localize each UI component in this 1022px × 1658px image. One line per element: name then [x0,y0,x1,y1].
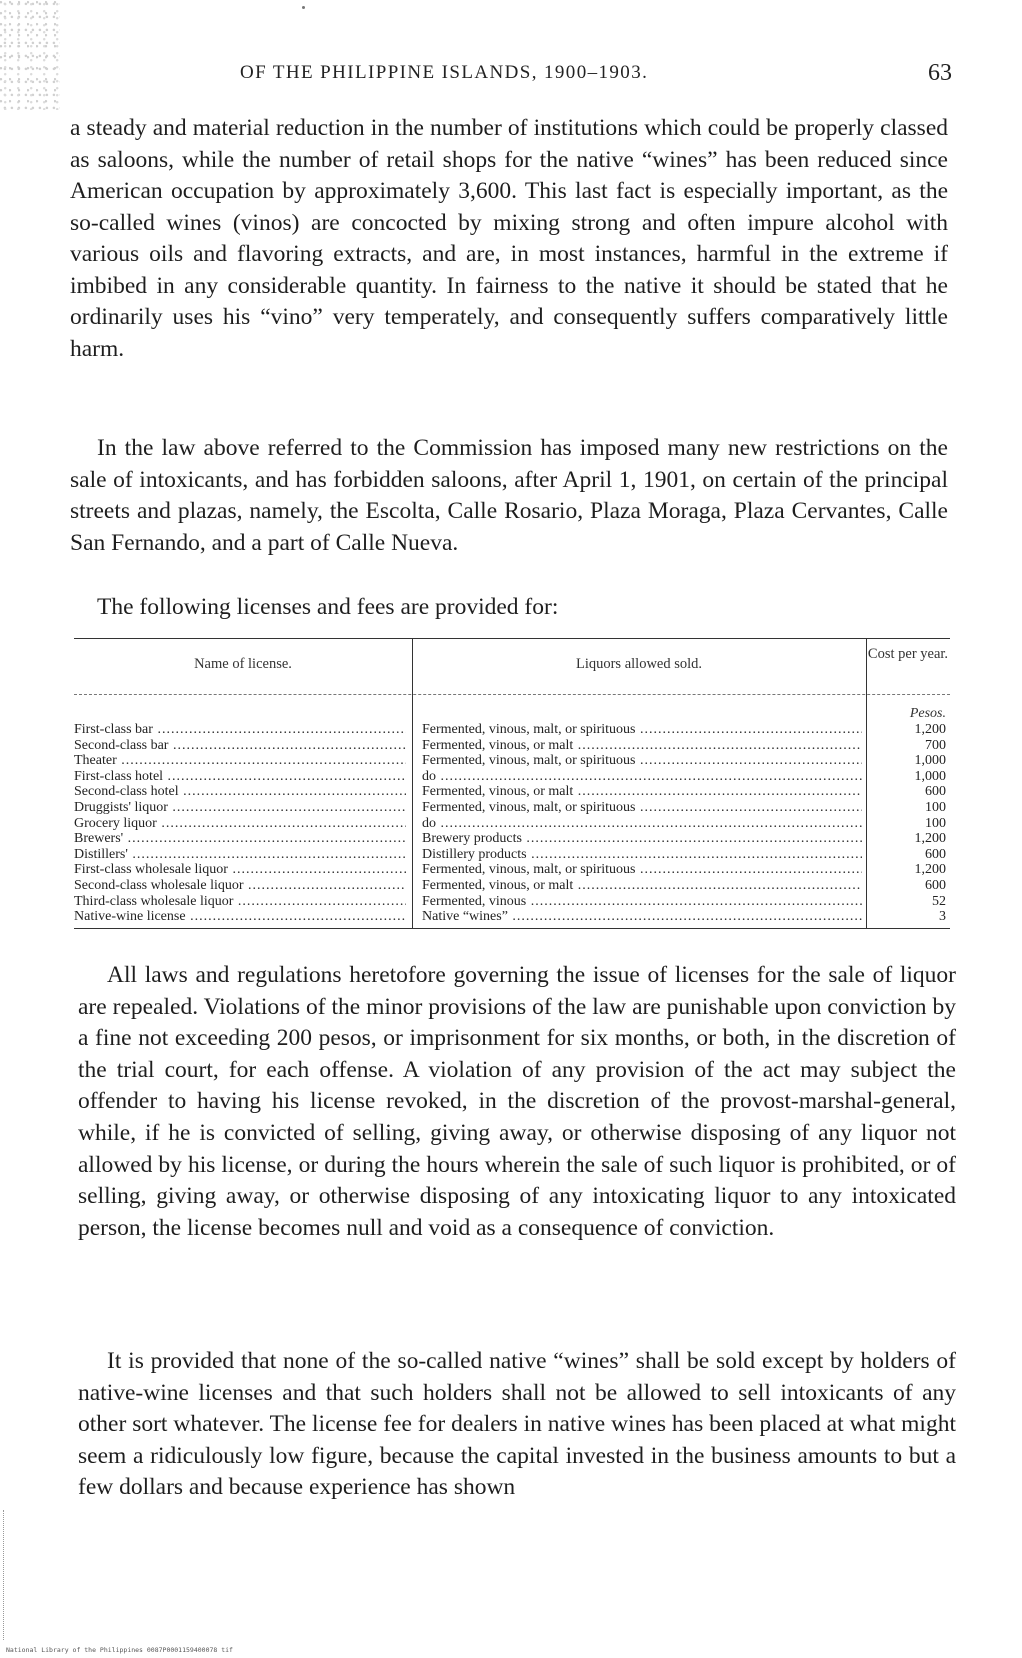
license-name-cell: Grocery liquor ..... [74,816,406,832]
license-cost-cell: 700 [925,737,946,753]
table-row [74,769,950,785]
liquors-allowed-cell: Fermented, vinous, malt, or spirituous ..... [422,722,862,738]
paragraph-native-wines: It is provided that none of the so-called native “wines” shall be sold except by holders of native-wine licenses and that such holders shall not be allowed to sell intoxicants of any other sort whatever. The license fee for dealers in native wines has been placed at what might seem a ridiculously low figure, because the capital invested in the business amounts to but a few dollars and because experience has shown [78,1348,956,1501]
license-name-cell: First-class wholesale liquor ..... [74,862,406,878]
paragraph-licenses-intro: The following licenses and fees are provided for: [97,594,559,620]
liquors-allowed-cell: Brewery products ..... [422,831,862,847]
license-cost-cell: 100 [925,815,946,831]
license-name-cell: Second-class bar ..... [74,738,406,754]
license-cost-cell: 52 [932,893,946,909]
scan-speckle [0,0,60,110]
liquors-allowed-cell: Native “wines” ..... [422,909,862,925]
library-stamp: National Library of the Philippines 0087P0001159400078 tif [6,1646,233,1654]
paragraph-law-restrictions: In the law above referred to the Commission has imposed many new restrictions on the sale of intoxicants, and has forbidden saloons, after April 1, 1901, on certain of the principal streets and plazas, namely, the Escolta, Calle Rosario, Plaza Moraga, Plaza Cervantes, Calle San Fernando, and a part of Calle Nueva. [70,435,948,556]
scan-margin-line [3,1510,4,1640]
paragraph-laws-repealed: All laws and regulations heretofore governing the issue of licenses for the sale of liquor are repealed. Violations of the minor provisions of the law are punishable upon conviction by a fine not exceeding 200 pesos, or imprisonment for six months, or both, in the discretion of the trial court, for each offense. A violation of any provision of the act may subject the offender to having his license revoked, in the discretion of the provost-marshal-general, while, if he is convicted of selling, giving away, or otherwise disposing of any liquor not allowed by his license, or during the hours wherein the sale of such liquor is prohibited, or of selling, giving away, or otherwise disposing of any intoxicating liquor to any intoxicated person, the license becomes null and void as a consequence of conviction. [78,962,956,1241]
table-body [74,722,950,925]
column-header-liquors: Liquors allowed sold. [575,656,703,672]
liquors-allowed-cell: Fermented, vinous, malt, or spirituous ..... [422,800,862,816]
liquors-allowed-cell: Fermented, vinous, or malt ..... [422,878,862,894]
scan-mark [302,6,305,9]
license-name-cell: Distillers' ..... [74,847,406,863]
license-cost-cell: 1,200 [914,862,946,878]
liquors-allowed-cell: Fermented, vinous, malt, or spirituous ..... [422,753,862,769]
liquors-allowed-cell: Fermented, vinous, or malt ..... [422,784,862,800]
license-cost-cell: 600 [925,846,946,862]
table-row [74,738,950,754]
liquors-allowed-cell: Fermented, vinous ..... [422,894,862,910]
running-title: OF THE PHILIPPINE ISLANDS, 1900–1903. [240,62,649,83]
license-cost-cell: 1,200 [914,831,946,847]
license-cost-cell: 600 [925,877,946,893]
license-name-cell: First-class bar ..... [74,722,406,738]
table-row [74,816,950,832]
liquors-allowed-cell: do ..... [422,816,862,832]
table-row [74,862,950,878]
table-row [74,722,950,738]
column-header-name: Name of license. [194,656,292,672]
license-cost-cell: 1,000 [914,753,946,769]
table-bottom-rule [74,928,950,929]
license-cost-cell: 1,000 [914,768,946,784]
table-row [74,847,950,863]
table-row [74,784,950,800]
table-top-rule [74,638,950,639]
license-name-cell: First-class hotel ..... [74,769,406,785]
cost-unit-label: Pesos. [909,706,946,721]
table-header-rule [74,694,950,695]
table-row [74,800,950,816]
license-cost-cell: 3 [939,909,946,925]
license-name-cell: Brewers' ..... [74,831,406,847]
column-header-cost: Cost per year. [867,646,949,662]
liquors-allowed-cell: do ..... [422,769,862,785]
page-number: 63 [928,60,952,86]
liquors-allowed-cell: Distillery products ..... [422,847,862,863]
license-cost-cell: 600 [925,784,946,800]
license-cost-cell: 1,200 [914,722,946,737]
license-name-cell: Second-class hotel ..... [74,784,406,800]
license-cost-cell: 100 [925,799,946,815]
table-row [74,753,950,769]
paragraph-saloon-reduction: a steady and material reduction in the number of institutions which could be properly classed as saloons, while the number of retail shops for the native “wines” has been reduced since American occupation by approximately 3,600. This last fact is especially important, as the so-called wines (vinos) are concocted by mixing strong and often impure alcohol with various oils and flavoring extracts, and are, in most instances, harmful in the extreme if imbibed in any considerable quantity. In fairness to the native it should be stated that he ordinarily uses his “vino” very temperately, and consequently suffers comparatively little harm. [70,115,948,362]
liquors-allowed-cell: Fermented, vinous, or malt ..... [422,738,862,754]
license-name-cell: Native-wine license ..... [74,909,406,925]
liquors-allowed-cell: Fermented, vinous, malt, or spirituous ..... [422,862,862,878]
table-row [74,909,950,925]
license-name-cell: Druggists' liquor ..... [74,800,406,816]
license-name-cell: Theater ..... [74,753,406,769]
table-row [74,878,950,894]
table-row [74,831,950,847]
table-row [74,894,950,910]
license-name-cell: Second-class wholesale liquor ..... [74,878,406,894]
license-name-cell: Third-class wholesale liquor ..... [74,894,406,910]
